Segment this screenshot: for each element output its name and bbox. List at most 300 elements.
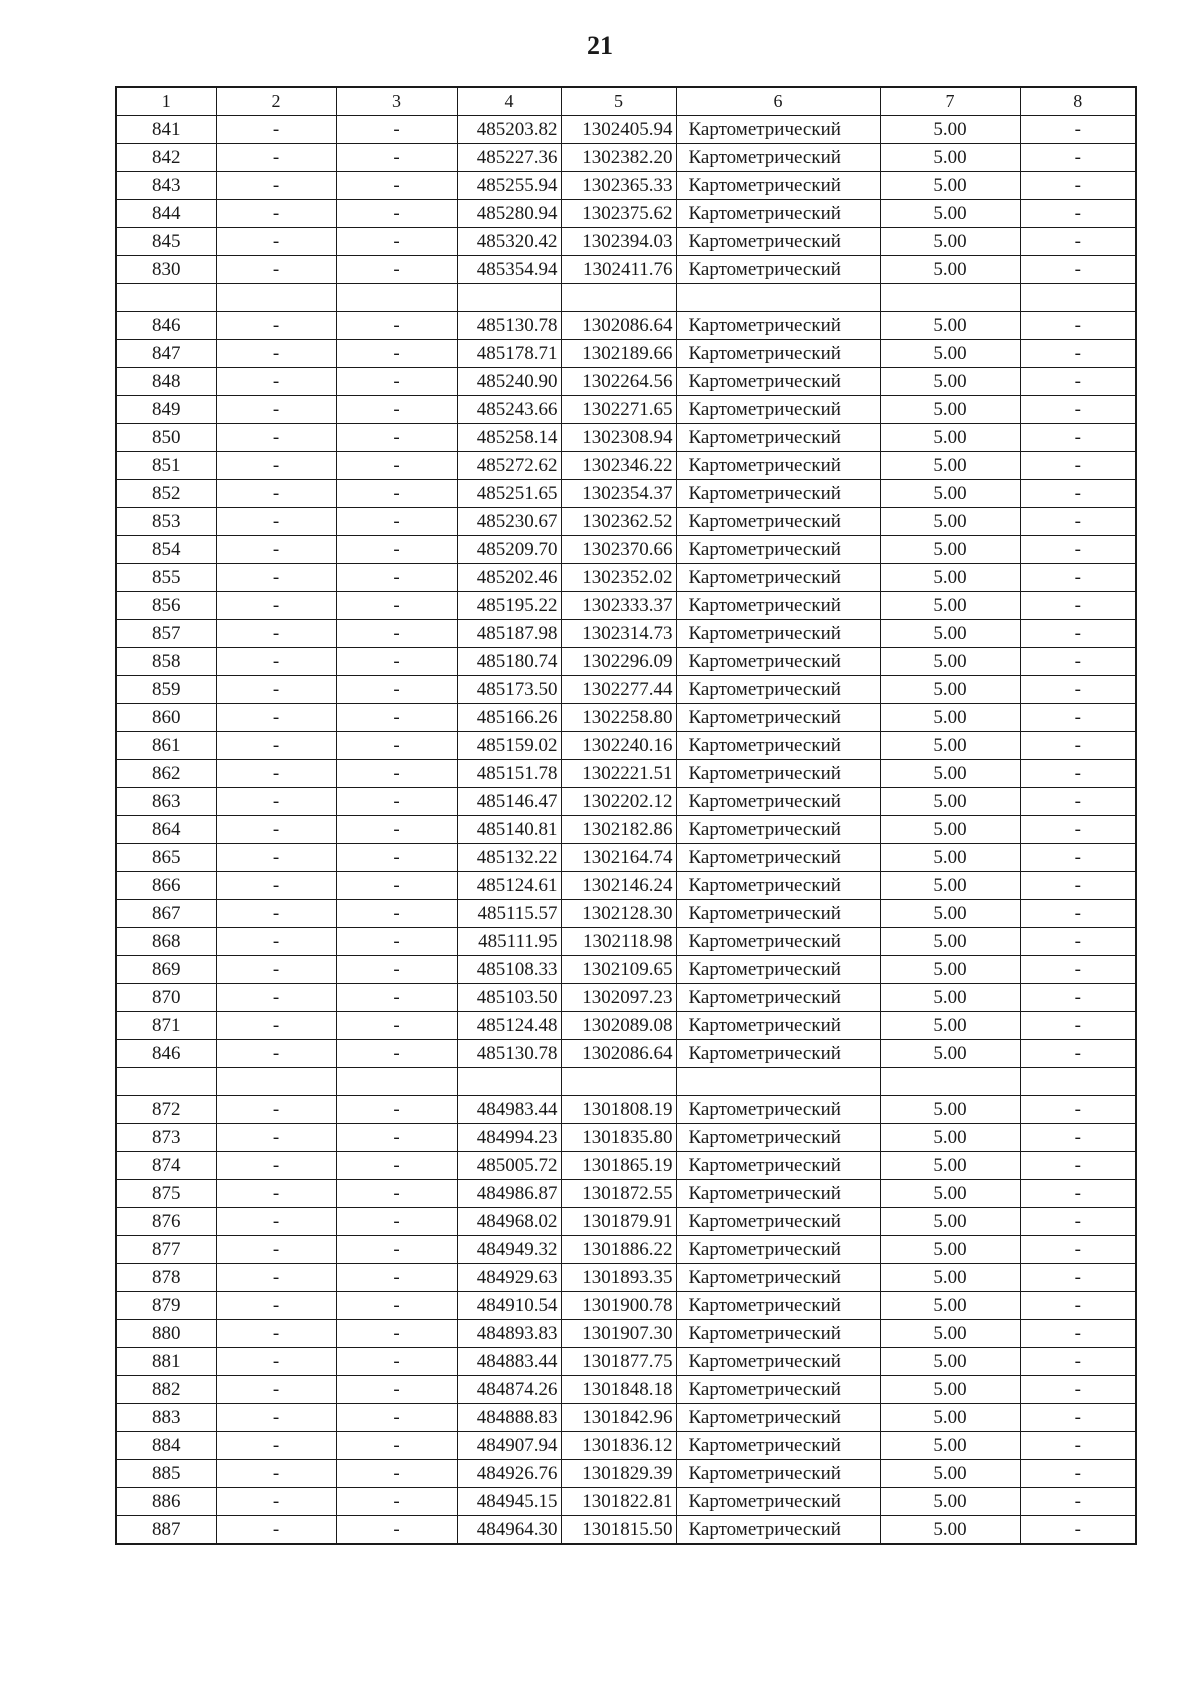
y-coordinate-cell (561, 1068, 676, 1096)
method-cell: Картометрический (676, 788, 880, 816)
x-coordinate-cell: 485209.70 (457, 536, 561, 564)
y-coordinate-cell: 1301877.75 (561, 1348, 676, 1376)
x-coordinate-cell: 484986.87 (457, 1180, 561, 1208)
x-coordinate-cell: 485111.95 (457, 928, 561, 956)
column-3-cell: - (336, 172, 457, 200)
y-coordinate-cell: 1301835.80 (561, 1124, 676, 1152)
y-coordinate-cell: 1302118.98 (561, 928, 676, 956)
table-row (116, 228, 1136, 256)
accuracy-cell: 5.00 (880, 788, 1020, 816)
column-header: 3 (336, 87, 457, 116)
column-3-cell: - (336, 1404, 457, 1432)
table-row (116, 984, 1136, 1012)
point-number-cell (116, 1068, 216, 1096)
x-coordinate-cell: 485115.57 (457, 900, 561, 928)
column-8-cell: - (1020, 396, 1136, 424)
x-coordinate-cell: 485132.22 (457, 844, 561, 872)
column-2-cell: - (216, 1180, 336, 1208)
point-number-cell: 882 (116, 1376, 216, 1404)
column-2-cell: - (216, 760, 336, 788)
column-3-cell: - (336, 1208, 457, 1236)
y-coordinate-cell: 1302405.94 (561, 116, 676, 144)
column-8-cell: - (1020, 424, 1136, 452)
method-cell: Картометрический (676, 676, 880, 704)
column-2-cell: - (216, 1460, 336, 1488)
method-cell: Картометрический (676, 1488, 880, 1516)
y-coordinate-cell: 1302296.09 (561, 648, 676, 676)
accuracy-cell: 5.00 (880, 1180, 1020, 1208)
column-3-cell: - (336, 1348, 457, 1376)
column-2-cell: - (216, 508, 336, 536)
accuracy-cell: 5.00 (880, 732, 1020, 760)
method-cell: Картометрический (676, 172, 880, 200)
column-2-cell: - (216, 816, 336, 844)
y-coordinate-cell: 1302128.30 (561, 900, 676, 928)
x-coordinate-cell: 485255.94 (457, 172, 561, 200)
column-8-cell: - (1020, 872, 1136, 900)
table-row (116, 1208, 1136, 1236)
method-cell: Картометрический (676, 396, 880, 424)
point-number-cell: 855 (116, 564, 216, 592)
table-row (116, 1236, 1136, 1264)
column-2-cell: - (216, 1488, 336, 1516)
point-number-cell: 845 (116, 228, 216, 256)
column-3-cell: - (336, 984, 457, 1012)
table-row (116, 1320, 1136, 1348)
accuracy-cell: 5.00 (880, 564, 1020, 592)
accuracy-cell: 5.00 (880, 1152, 1020, 1180)
x-coordinate-cell: 485258.14 (457, 424, 561, 452)
column-3-cell: - (336, 396, 457, 424)
y-coordinate-cell: 1301829.39 (561, 1460, 676, 1488)
column-3-cell: - (336, 1292, 457, 1320)
column-2-cell: - (216, 1152, 336, 1180)
column-2-cell: - (216, 1124, 336, 1152)
y-coordinate-cell: 1302109.65 (561, 956, 676, 984)
table-row (116, 816, 1136, 844)
table-row (116, 312, 1136, 340)
y-coordinate-cell: 1301808.19 (561, 1096, 676, 1124)
method-cell: Картометрический (676, 928, 880, 956)
y-coordinate-cell: 1302221.51 (561, 760, 676, 788)
method-cell: Картометрический (676, 984, 880, 1012)
table-row (116, 956, 1136, 984)
y-coordinate-cell: 1302164.74 (561, 844, 676, 872)
column-8-cell: - (1020, 732, 1136, 760)
y-coordinate-cell: 1301848.18 (561, 1376, 676, 1404)
column-2-cell: - (216, 788, 336, 816)
table-row (116, 928, 1136, 956)
column-2-cell: - (216, 732, 336, 760)
x-coordinate-cell: 484964.30 (457, 1516, 561, 1545)
method-cell: Картометрический (676, 1208, 880, 1236)
column-8-cell: - (1020, 1460, 1136, 1488)
column-3-cell: - (336, 536, 457, 564)
accuracy-cell: 5.00 (880, 340, 1020, 368)
y-coordinate-cell: 1302271.65 (561, 396, 676, 424)
column-3-cell: - (336, 1516, 457, 1545)
column-2-cell: - (216, 592, 336, 620)
accuracy-cell: 5.00 (880, 760, 1020, 788)
point-number-cell: 874 (116, 1152, 216, 1180)
point-number-cell: 846 (116, 1040, 216, 1068)
x-coordinate-cell: 485202.46 (457, 564, 561, 592)
point-number-cell: 883 (116, 1404, 216, 1432)
column-3-cell: - (336, 900, 457, 928)
accuracy-cell: 5.00 (880, 1404, 1020, 1432)
column-3-cell: - (336, 1488, 457, 1516)
column-header: 2 (216, 87, 336, 116)
accuracy-cell: 5.00 (880, 312, 1020, 340)
method-cell: Картометрический (676, 704, 880, 732)
accuracy-cell: 5.00 (880, 956, 1020, 984)
table-row (116, 760, 1136, 788)
column-3-cell: - (336, 200, 457, 228)
column-8-cell: - (1020, 984, 1136, 1012)
accuracy-cell: 5.00 (880, 452, 1020, 480)
point-number-cell: 862 (116, 760, 216, 788)
column-8-cell: - (1020, 564, 1136, 592)
table-row (116, 480, 1136, 508)
column-8-cell: - (1020, 144, 1136, 172)
table-row (116, 1348, 1136, 1376)
column-8-cell: - (1020, 816, 1136, 844)
y-coordinate-cell: 1302277.44 (561, 676, 676, 704)
x-coordinate-cell: 485151.78 (457, 760, 561, 788)
x-coordinate-cell: 484929.63 (457, 1264, 561, 1292)
y-coordinate-cell: 1302354.37 (561, 480, 676, 508)
column-8-cell: - (1020, 1432, 1136, 1460)
y-coordinate-cell: 1302146.24 (561, 872, 676, 900)
table-row (116, 284, 1136, 312)
column-2-cell: - (216, 928, 336, 956)
y-coordinate-cell: 1301865.19 (561, 1152, 676, 1180)
table-row (116, 508, 1136, 536)
method-cell: Картометрический (676, 620, 880, 648)
point-number-cell: 849 (116, 396, 216, 424)
y-coordinate-cell: 1302346.22 (561, 452, 676, 480)
accuracy-cell: 5.00 (880, 1432, 1020, 1460)
column-2-cell: - (216, 424, 336, 452)
column-2-cell: - (216, 396, 336, 424)
point-number-cell: 857 (116, 620, 216, 648)
accuracy-cell: 5.00 (880, 144, 1020, 172)
x-coordinate-cell: 485178.71 (457, 340, 561, 368)
column-3-cell: - (336, 928, 457, 956)
x-coordinate-cell: 484968.02 (457, 1208, 561, 1236)
column-2-cell: - (216, 844, 336, 872)
table-row (116, 732, 1136, 760)
method-cell: Картометрический (676, 1180, 880, 1208)
column-3-cell: - (336, 620, 457, 648)
y-coordinate-cell: 1302258.80 (561, 704, 676, 732)
table-row (116, 564, 1136, 592)
column-8-cell: - (1020, 844, 1136, 872)
y-coordinate-cell: 1302394.03 (561, 228, 676, 256)
y-coordinate-cell: 1302375.62 (561, 200, 676, 228)
column-2-cell: - (216, 228, 336, 256)
x-coordinate-cell: 485240.90 (457, 368, 561, 396)
column-3-cell: - (336, 592, 457, 620)
y-coordinate-cell: 1301907.30 (561, 1320, 676, 1348)
column-3-cell: - (336, 1460, 457, 1488)
x-coordinate-cell: 485280.94 (457, 200, 561, 228)
column-8-cell: - (1020, 1488, 1136, 1516)
column-2-cell: - (216, 956, 336, 984)
column-2-cell: - (216, 648, 336, 676)
accuracy-cell: 5.00 (880, 508, 1020, 536)
column-3-cell: - (336, 228, 457, 256)
accuracy-cell: 5.00 (880, 1292, 1020, 1320)
column-2-cell: - (216, 1516, 336, 1545)
column-8-cell: - (1020, 928, 1136, 956)
table-row (116, 1152, 1136, 1180)
table-row (116, 200, 1136, 228)
column-8-cell: - (1020, 1040, 1136, 1068)
point-number-cell: 878 (116, 1264, 216, 1292)
accuracy-cell: 5.00 (880, 200, 1020, 228)
x-coordinate-cell: 485124.61 (457, 872, 561, 900)
point-number-cell: 864 (116, 816, 216, 844)
x-coordinate-cell: 485124.48 (457, 1012, 561, 1040)
column-8-cell: - (1020, 508, 1136, 536)
x-coordinate-cell: 485243.66 (457, 396, 561, 424)
x-coordinate-cell: 484893.83 (457, 1320, 561, 1348)
point-number-cell: 865 (116, 844, 216, 872)
coordinates-table (115, 86, 1137, 1545)
point-number-cell: 879 (116, 1292, 216, 1320)
method-cell: Картометрический (676, 872, 880, 900)
y-coordinate-cell: 1302097.23 (561, 984, 676, 1012)
accuracy-cell: 5.00 (880, 676, 1020, 704)
table-row (116, 116, 1136, 144)
column-2-cell: - (216, 564, 336, 592)
x-coordinate-cell: 484949.32 (457, 1236, 561, 1264)
x-coordinate-cell: 484874.26 (457, 1376, 561, 1404)
table-row (116, 1432, 1136, 1460)
point-number-cell: 871 (116, 1012, 216, 1040)
column-8-cell (1020, 284, 1136, 312)
method-cell: Картометрический (676, 1376, 880, 1404)
column-3-cell: - (336, 508, 457, 536)
column-8-cell: - (1020, 676, 1136, 704)
column-header: 6 (676, 87, 880, 116)
method-cell: Картометрический (676, 900, 880, 928)
accuracy-cell: 5.00 (880, 1320, 1020, 1348)
method-cell: Картометрический (676, 844, 880, 872)
accuracy-cell: 5.00 (880, 984, 1020, 1012)
y-coordinate-cell: 1302382.20 (561, 144, 676, 172)
column-3-cell: - (336, 564, 457, 592)
point-number-cell: 880 (116, 1320, 216, 1348)
table-row (116, 872, 1136, 900)
column-3-cell: - (336, 1376, 457, 1404)
x-coordinate-cell: 485159.02 (457, 732, 561, 760)
column-8-cell: - (1020, 648, 1136, 676)
column-8-cell: - (1020, 1404, 1136, 1432)
column-8-cell: - (1020, 340, 1136, 368)
y-coordinate-cell: 1302362.52 (561, 508, 676, 536)
column-2-cell: - (216, 340, 336, 368)
table-row (116, 1488, 1136, 1516)
column-3-cell: - (336, 1236, 457, 1264)
accuracy-cell: 5.00 (880, 648, 1020, 676)
x-coordinate-cell: 485251.65 (457, 480, 561, 508)
method-cell: Картометрический (676, 760, 880, 788)
column-3-cell: - (336, 816, 457, 844)
method-cell: Картометрический (676, 340, 880, 368)
column-8-cell (1020, 1068, 1136, 1096)
method-cell: Картометрический (676, 1012, 880, 1040)
point-number-cell: 867 (116, 900, 216, 928)
column-2-cell: - (216, 480, 336, 508)
column-3-cell: - (336, 116, 457, 144)
method-cell: Картометрический (676, 1152, 880, 1180)
column-2-cell: - (216, 116, 336, 144)
point-number-cell: 872 (116, 1096, 216, 1124)
method-cell: Картометрический (676, 956, 880, 984)
x-coordinate-cell: 485146.47 (457, 788, 561, 816)
x-coordinate-cell: 484907.94 (457, 1432, 561, 1460)
point-number-cell: 844 (116, 200, 216, 228)
column-8-cell: - (1020, 1320, 1136, 1348)
point-number-cell: 868 (116, 928, 216, 956)
column-8-cell: - (1020, 1516, 1136, 1545)
accuracy-cell: 5.00 (880, 816, 1020, 844)
column-8-cell: - (1020, 900, 1136, 928)
point-number-cell: 830 (116, 256, 216, 284)
x-coordinate-cell (457, 284, 561, 312)
column-3-cell (336, 1068, 457, 1096)
x-coordinate-cell: 485103.50 (457, 984, 561, 1012)
column-2-cell: - (216, 1348, 336, 1376)
table-row (116, 1404, 1136, 1432)
point-number-cell: 876 (116, 1208, 216, 1236)
point-number-cell: 859 (116, 676, 216, 704)
accuracy-cell (880, 284, 1020, 312)
table-row (116, 900, 1136, 928)
point-number-cell: 886 (116, 1488, 216, 1516)
table-row (116, 1124, 1136, 1152)
accuracy-cell: 5.00 (880, 592, 1020, 620)
method-cell (676, 1068, 880, 1096)
accuracy-cell: 5.00 (880, 1096, 1020, 1124)
y-coordinate-cell (561, 284, 676, 312)
column-3-cell: - (336, 312, 457, 340)
column-8-cell: - (1020, 1292, 1136, 1320)
column-8-cell: - (1020, 704, 1136, 732)
column-3-cell: - (336, 1096, 457, 1124)
accuracy-cell: 5.00 (880, 228, 1020, 256)
page-number: 21 (587, 31, 613, 60)
table-row (116, 788, 1136, 816)
table-row (116, 144, 1136, 172)
point-number-cell: 847 (116, 340, 216, 368)
column-8-cell: - (1020, 760, 1136, 788)
column-8-cell: - (1020, 200, 1136, 228)
column-3-cell: - (336, 956, 457, 984)
column-3-cell: - (336, 1012, 457, 1040)
accuracy-cell: 5.00 (880, 256, 1020, 284)
accuracy-cell: 5.00 (880, 116, 1020, 144)
table-row (116, 1068, 1136, 1096)
column-2-cell: - (216, 1432, 336, 1460)
y-coordinate-cell: 1301842.96 (561, 1404, 676, 1432)
x-coordinate-cell: 485227.36 (457, 144, 561, 172)
x-coordinate-cell: 485180.74 (457, 648, 561, 676)
x-coordinate-cell: 484994.23 (457, 1124, 561, 1152)
method-cell: Картометрический (676, 1348, 880, 1376)
table-row (116, 1264, 1136, 1292)
y-coordinate-cell: 1302086.64 (561, 1040, 676, 1068)
column-2-cell: - (216, 1236, 336, 1264)
point-number-cell: 885 (116, 1460, 216, 1488)
y-coordinate-cell: 1301893.35 (561, 1264, 676, 1292)
y-coordinate-cell: 1302352.02 (561, 564, 676, 592)
column-8-cell: - (1020, 1376, 1136, 1404)
column-8-cell: - (1020, 956, 1136, 984)
accuracy-cell: 5.00 (880, 1460, 1020, 1488)
point-number-cell: 869 (116, 956, 216, 984)
point-number-cell: 866 (116, 872, 216, 900)
method-cell: Картометрический (676, 368, 880, 396)
x-coordinate-cell: 485140.81 (457, 816, 561, 844)
accuracy-cell: 5.00 (880, 1124, 1020, 1152)
point-number-cell: 884 (116, 1432, 216, 1460)
table-row (116, 1292, 1136, 1320)
method-cell: Картометрический (676, 1236, 880, 1264)
method-cell: Картометрический (676, 200, 880, 228)
accuracy-cell: 5.00 (880, 900, 1020, 928)
accuracy-cell: 5.00 (880, 1208, 1020, 1236)
point-number-cell: 850 (116, 424, 216, 452)
point-number-cell: 861 (116, 732, 216, 760)
column-3-cell: - (336, 1040, 457, 1068)
y-coordinate-cell: 1302202.12 (561, 788, 676, 816)
accuracy-cell: 5.00 (880, 704, 1020, 732)
y-coordinate-cell: 1301879.91 (561, 1208, 676, 1236)
column-8-cell: - (1020, 228, 1136, 256)
column-8-cell: - (1020, 1180, 1136, 1208)
point-number-cell: 851 (116, 452, 216, 480)
point-number-cell: 887 (116, 1516, 216, 1545)
point-number-cell: 870 (116, 984, 216, 1012)
method-cell: Картометрический (676, 424, 880, 452)
column-8-cell: - (1020, 620, 1136, 648)
y-coordinate-cell: 1302240.16 (561, 732, 676, 760)
y-coordinate-cell: 1302333.37 (561, 592, 676, 620)
y-coordinate-cell: 1302308.94 (561, 424, 676, 452)
column-2-cell (216, 284, 336, 312)
point-number-cell: 863 (116, 788, 216, 816)
column-2-cell: - (216, 900, 336, 928)
table-row (116, 1460, 1136, 1488)
column-2-cell: - (216, 704, 336, 732)
y-coordinate-cell: 1301815.50 (561, 1516, 676, 1545)
accuracy-cell (880, 1068, 1020, 1096)
column-2-cell: - (216, 256, 336, 284)
column-2-cell: - (216, 200, 336, 228)
table-row (116, 396, 1136, 424)
x-coordinate-cell (457, 1068, 561, 1096)
table-row (116, 172, 1136, 200)
column-8-cell: - (1020, 592, 1136, 620)
accuracy-cell: 5.00 (880, 844, 1020, 872)
y-coordinate-cell: 1301872.55 (561, 1180, 676, 1208)
method-cell: Картометрический (676, 480, 880, 508)
column-8-cell: - (1020, 1236, 1136, 1264)
column-2-cell: - (216, 620, 336, 648)
